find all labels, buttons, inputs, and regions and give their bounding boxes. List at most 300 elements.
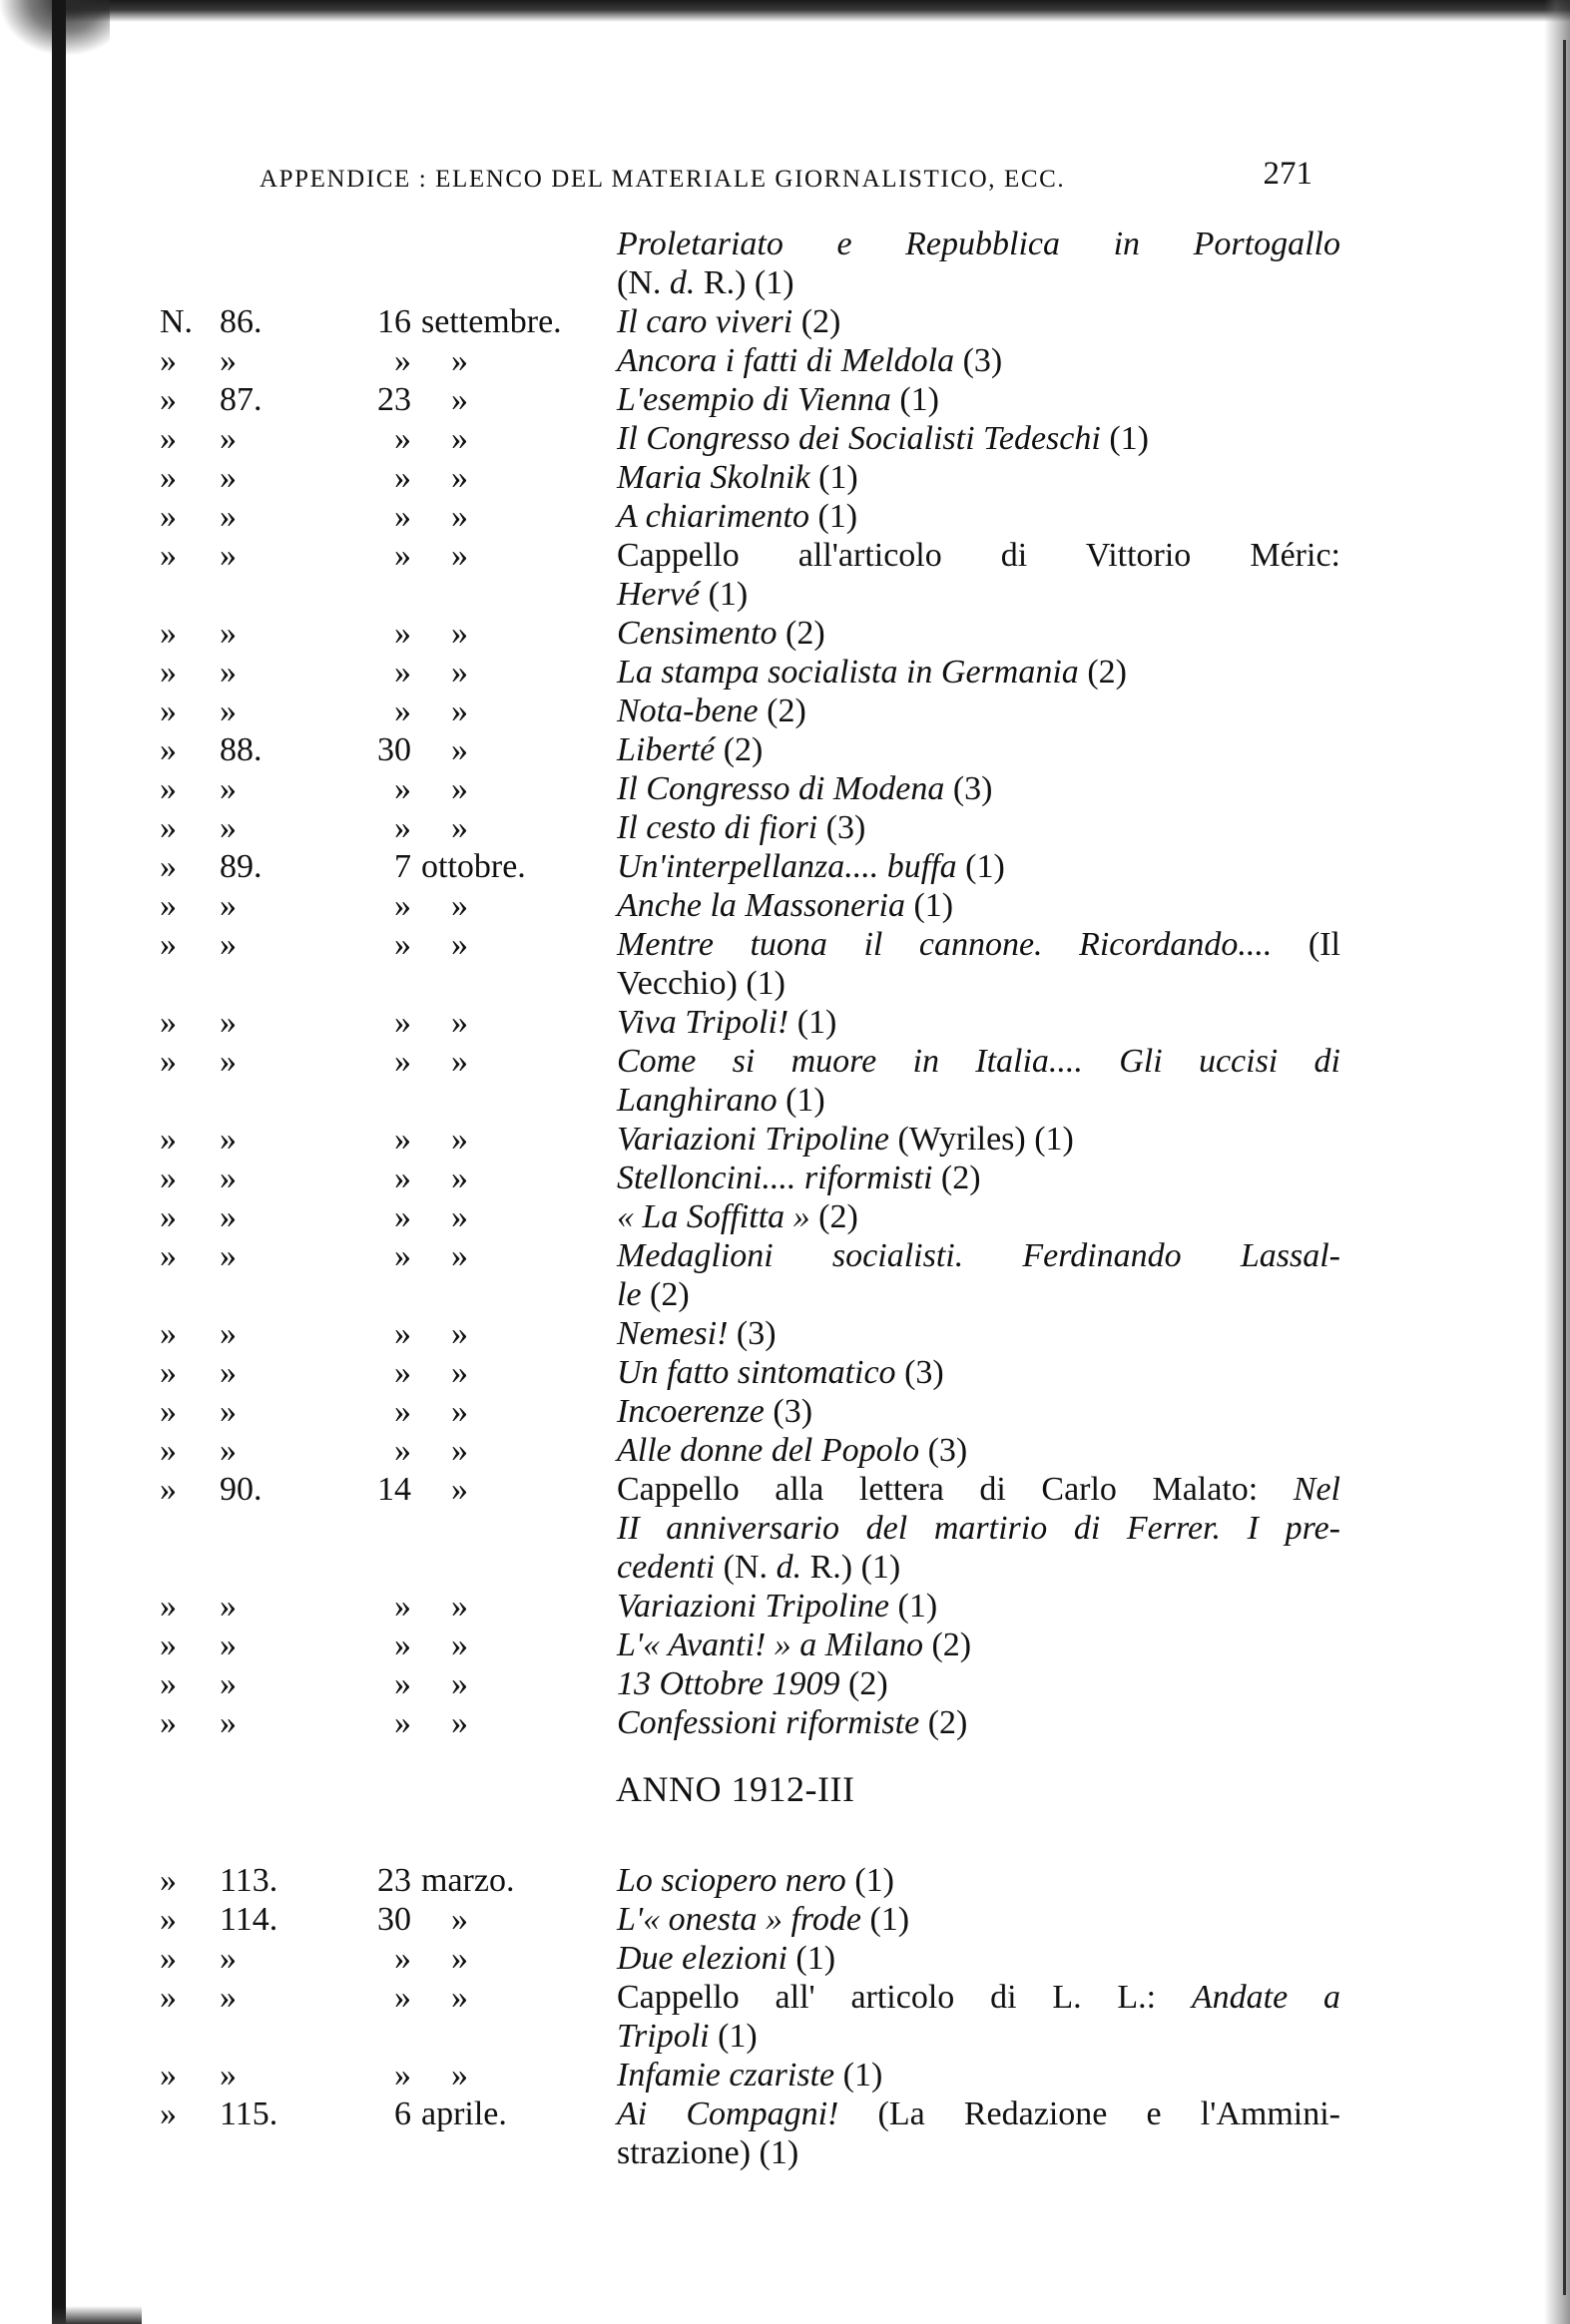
title-line xyxy=(617,2017,1340,2056)
issue-number: 115. xyxy=(220,2095,278,2132)
issue-number xyxy=(220,225,329,263)
title-line xyxy=(617,847,1340,886)
issue-month: aprile. xyxy=(421,2095,507,2132)
entry-prefix: » xyxy=(160,1940,177,1977)
title-italic: Mentre tuona il cannone. Ricordando.... xyxy=(617,926,1273,963)
issue-month xyxy=(421,225,561,263)
entry-prefix: » xyxy=(160,1198,177,1235)
issue-month: » xyxy=(451,537,468,574)
scan-right-edge xyxy=(1563,40,1566,2295)
issue-day: » xyxy=(394,926,411,963)
entry-row xyxy=(160,2056,1357,2094)
entry-row xyxy=(160,1353,1357,1392)
title-italic: Medaglioni socialisti. Ferdinando Lassal- xyxy=(617,1237,1340,1274)
title-text: (3) xyxy=(764,1393,813,1430)
title-line xyxy=(617,1081,1340,1120)
title-text: (2) xyxy=(922,1627,972,1663)
title-italic: Variazioni Tripoline xyxy=(617,1121,889,1158)
entry-prefix: » xyxy=(160,809,177,846)
issue-number: » xyxy=(220,1979,237,2016)
issue-month: » xyxy=(451,381,468,418)
title-text: (N. xyxy=(617,264,670,301)
title-line xyxy=(617,1978,1340,2017)
entry-prefix: » xyxy=(160,1627,177,1663)
issue-month: » xyxy=(451,1160,468,1196)
title-line xyxy=(617,1392,1340,1431)
issue-month: » xyxy=(451,809,468,846)
issue-number: » xyxy=(220,1704,237,1741)
entry-row xyxy=(160,1861,1357,1900)
issue-month: » xyxy=(451,1665,468,1702)
entry-prefix: » xyxy=(160,1862,177,1899)
entry-row xyxy=(160,614,1357,653)
issue-day: 14 xyxy=(377,1471,411,1508)
title-text: (3) xyxy=(895,1354,944,1391)
issue-number: » xyxy=(220,926,237,963)
entry-prefix: » xyxy=(160,654,177,691)
issue-number: » xyxy=(220,809,237,846)
entry-prefix: » xyxy=(160,1237,177,1274)
title-text: (1) xyxy=(809,459,858,496)
issue-day: 23 xyxy=(377,381,411,418)
issue-month: » xyxy=(451,1043,468,1080)
title-italic: Nel xyxy=(1293,1471,1340,1508)
issue-month: » xyxy=(451,420,468,457)
entry-row xyxy=(160,380,1357,419)
title-text: (N. xyxy=(715,1549,777,1586)
issue-number: » xyxy=(220,1237,237,1274)
issue-number: » xyxy=(220,1004,237,1041)
title-italic: Anche la Massoneria xyxy=(617,887,905,924)
title-italic: Viva Tripoli! xyxy=(617,1004,789,1041)
issue-number: 113. xyxy=(220,1862,278,1899)
issue-number: » xyxy=(220,498,237,535)
title-italic: Come si muore in Italia.... Gli uccisi di xyxy=(617,1043,1340,1080)
title-italic: Langhirano xyxy=(617,1082,778,1119)
issue-month: » xyxy=(451,693,468,729)
entry-list-1912 xyxy=(160,1861,1357,2172)
entry-prefix: » xyxy=(160,2057,177,2093)
title-line xyxy=(617,614,1340,653)
title-italic: Un fatto sintomatico xyxy=(617,1354,896,1391)
title-italic: 13 Ottobre 1909 xyxy=(617,1665,840,1702)
issue-month: » xyxy=(451,654,468,691)
title-line xyxy=(617,2133,1340,2172)
issue-day: » xyxy=(394,1979,411,2016)
entry-prefix: » xyxy=(160,1354,177,1391)
title-italic: Censimento xyxy=(617,615,778,652)
title-italic: Maria Skolnik xyxy=(617,459,810,496)
title-line xyxy=(617,575,1340,614)
issue-day: » xyxy=(394,1315,411,1352)
title-text: strazione) (1) xyxy=(617,2134,799,2171)
title-italic: La stampa socialista in Germania xyxy=(617,654,1079,691)
title-italic: Alle donne del Popolo xyxy=(617,1432,920,1469)
entry-row xyxy=(160,653,1357,692)
issue-month: » xyxy=(451,887,468,924)
title-text: (1) xyxy=(709,2018,758,2055)
issue-day: » xyxy=(394,498,411,535)
title-line xyxy=(617,1042,1340,1081)
title-text: (3) xyxy=(919,1432,968,1469)
entry-prefix: » xyxy=(160,731,177,768)
entry-prefix: » xyxy=(160,537,177,574)
issue-month: » xyxy=(451,1198,468,1235)
title-italic: Il Congresso dei Socialisti Tedeschi xyxy=(617,420,1101,457)
issue-month: » xyxy=(451,1432,468,1469)
title-line xyxy=(617,497,1340,536)
entry-row xyxy=(160,2094,1357,2172)
title-text: (2) xyxy=(777,615,825,652)
entry-row xyxy=(160,1664,1357,1703)
title-italic: Proletariato e Repubblica in Portogallo xyxy=(617,226,1340,262)
title-italic: Liberté xyxy=(617,731,716,768)
title-line xyxy=(617,1664,1340,1703)
title-line xyxy=(617,730,1340,769)
entry-row xyxy=(160,419,1357,458)
title-italic: « La Soffitta » xyxy=(617,1198,810,1235)
issue-month: marzo. xyxy=(421,1862,515,1899)
title-text: (1) xyxy=(788,1004,837,1041)
entry-prefix: » xyxy=(160,1432,177,1469)
title-text: (1) xyxy=(834,2057,883,2093)
entry-prefix: » xyxy=(160,848,177,885)
entry-row xyxy=(160,341,1357,380)
title-line xyxy=(617,458,1340,497)
entry-row xyxy=(160,1003,1357,1042)
issue-day: » xyxy=(394,342,411,379)
issue-number: » xyxy=(220,770,237,807)
title-italic: Infamie czariste xyxy=(617,2057,835,2093)
issue-number: » xyxy=(220,654,237,691)
entry-prefix: » xyxy=(160,1121,177,1158)
issue-day: » xyxy=(394,1665,411,1702)
scan-right-shadow xyxy=(1544,0,1570,2324)
issue-day: » xyxy=(394,1704,411,1741)
issue-number: » xyxy=(220,1665,237,1702)
issue-day: » xyxy=(394,1393,411,1430)
entry-row xyxy=(160,847,1357,886)
entry-prefix: » xyxy=(160,770,177,807)
title-line xyxy=(617,1861,1340,1900)
entry-row xyxy=(160,1236,1357,1314)
entry-row xyxy=(160,692,1357,730)
title-italic: Nota-bene xyxy=(617,693,759,729)
entry-row xyxy=(160,769,1357,808)
title-italic: Il caro viveri xyxy=(617,303,793,340)
title-line xyxy=(617,1197,1340,1236)
issue-month: » xyxy=(451,1004,468,1041)
issue-number: 88. xyxy=(220,731,262,768)
entry-prefix: » xyxy=(160,693,177,729)
title-line xyxy=(617,225,1340,263)
entry-row xyxy=(160,1587,1357,1626)
title-italic: Andate a xyxy=(1191,1979,1340,2016)
entry-row xyxy=(160,1392,1357,1431)
title-text: (1) xyxy=(889,1588,938,1625)
title-text: (2) xyxy=(932,1160,981,1196)
entry-row xyxy=(160,886,1357,925)
issue-month: » xyxy=(451,1979,468,2016)
entry-prefix: » xyxy=(160,1471,177,1508)
issue-number: » xyxy=(220,1121,237,1158)
issue-month: ottobre. xyxy=(421,848,526,885)
issue-day: » xyxy=(394,1432,411,1469)
title-line xyxy=(617,263,1340,302)
title-text: (2) xyxy=(809,1198,858,1235)
title-line xyxy=(617,341,1340,380)
issue-day: » xyxy=(394,1354,411,1391)
scan-left-edge xyxy=(52,0,66,2324)
title-italic: Ancora i fatti di Meldola xyxy=(617,342,955,379)
title-text: Cappello alla lettera di Carlo Malato: xyxy=(617,1471,1294,1508)
issue-day: » xyxy=(394,459,411,496)
issue-day: » xyxy=(394,1004,411,1041)
issue-month: » xyxy=(451,1704,468,1741)
issue-number: » xyxy=(220,693,237,729)
entry-prefix: » xyxy=(160,420,177,457)
title-text: (1) xyxy=(700,576,749,613)
title-text: (2) xyxy=(839,1665,888,1702)
issue-month: settembre. xyxy=(421,303,562,340)
title-italic: Il cesto di fiori xyxy=(617,809,818,846)
title-text: Cappello all' articolo di L. L.: xyxy=(617,1979,1192,2016)
issue-number: » xyxy=(220,1043,237,1080)
entry-prefix: » xyxy=(160,1004,177,1041)
title-text: Vecchio) (1) xyxy=(617,965,785,1002)
issue-number: » xyxy=(220,1315,237,1352)
title-line xyxy=(617,653,1340,692)
title-text: (2) xyxy=(919,1704,968,1741)
title-text: (1) xyxy=(786,1940,836,1977)
title-text: (La Redazione e l'Ammini- xyxy=(838,2095,1340,2132)
title-line xyxy=(617,536,1340,575)
title-line xyxy=(617,1236,1340,1275)
title-line xyxy=(617,1470,1340,1509)
issue-month: » xyxy=(451,342,468,379)
title-line xyxy=(617,1626,1340,1664)
title-line xyxy=(617,419,1340,458)
issue-number: 86. xyxy=(220,303,262,340)
entry-row xyxy=(160,808,1357,847)
running-head: APPENDICE : ELENCO DEL MATERIALE GIORNALISTICO, ECC. xyxy=(260,166,1066,193)
issue-number: » xyxy=(220,342,237,379)
page-number: 271 xyxy=(1263,156,1312,192)
issue-month: » xyxy=(451,498,468,535)
title-italic: le xyxy=(617,1276,642,1313)
issue-day: 30 xyxy=(377,1901,411,1938)
title-italic: Stelloncini.... riformisti xyxy=(617,1160,933,1196)
issue-day: » xyxy=(394,1237,411,1274)
issue-day: » xyxy=(394,809,411,846)
entry-prefix: » xyxy=(160,1588,177,1625)
title-text: (3) xyxy=(728,1315,777,1352)
issue-month: » xyxy=(451,1354,468,1391)
title-line xyxy=(617,1939,1340,1978)
entry-row xyxy=(160,1197,1357,1236)
title-italic: L'« Avanti! » a Milano xyxy=(617,1627,923,1663)
issue-number: » xyxy=(220,1588,237,1625)
title-text: (3) xyxy=(954,342,1003,379)
title-line xyxy=(617,380,1340,419)
issue-day: 16 xyxy=(377,303,411,340)
entry-row xyxy=(160,1470,1357,1587)
title-text: (Il xyxy=(1272,926,1341,963)
title-italic: L'« onesta » frode xyxy=(617,1901,861,1938)
title-text: (3) xyxy=(817,809,866,846)
issue-day: » xyxy=(394,537,411,574)
entry-row xyxy=(160,1900,1357,1939)
entry-row xyxy=(160,1939,1357,1978)
issue-number: » xyxy=(220,1393,237,1430)
title-line xyxy=(617,302,1340,341)
title-line xyxy=(617,692,1340,730)
entry-prefix: » xyxy=(160,498,177,535)
title-text: (2) xyxy=(715,731,764,768)
entry-prefix: » xyxy=(160,1979,177,2016)
title-text: (1) xyxy=(1100,420,1149,457)
title-line xyxy=(617,1431,1340,1470)
title-line xyxy=(617,1703,1340,1742)
issue-month: » xyxy=(451,2057,468,2093)
entry-row xyxy=(160,1159,1357,1197)
entry-row xyxy=(160,458,1357,497)
issue-number: » xyxy=(220,1940,237,1977)
title-text: (2) xyxy=(792,303,841,340)
title-text: (2) xyxy=(1078,654,1127,691)
issue-day: 30 xyxy=(377,731,411,768)
entry-prefix: » xyxy=(160,1393,177,1430)
entry-row xyxy=(160,1042,1357,1120)
issue-day: » xyxy=(394,693,411,729)
title-text: (Wyriles) (1) xyxy=(889,1121,1074,1158)
issue-number: » xyxy=(220,1432,237,1469)
issue-month: » xyxy=(451,1315,468,1352)
title-italic: Lo sciopero nero xyxy=(617,1862,846,1899)
issue-day: » xyxy=(394,1043,411,1080)
issue-day: » xyxy=(394,1121,411,1158)
entry-list xyxy=(160,225,1357,1742)
title-line xyxy=(617,1353,1340,1392)
title-line xyxy=(617,1159,1340,1197)
title-italic: Confessioni riformiste xyxy=(617,1704,920,1741)
title-text: R.) (1) xyxy=(695,264,794,301)
title-italic: d. xyxy=(669,264,696,301)
issue-number: » xyxy=(220,459,237,496)
issue-day: » xyxy=(394,1588,411,1625)
issue-number: » xyxy=(220,1354,237,1391)
title-line xyxy=(617,886,1340,925)
title-line xyxy=(617,808,1340,847)
title-line xyxy=(617,1587,1340,1626)
title-text: (1) xyxy=(808,498,858,535)
title-italic: Nemesi! xyxy=(617,1315,729,1352)
issue-day: 7 xyxy=(394,848,411,885)
issue-number: » xyxy=(220,1160,237,1196)
scan-bottom-edge xyxy=(52,2306,142,2324)
issue-day: » xyxy=(394,887,411,924)
issue-number: » xyxy=(220,1198,237,1235)
issue-day xyxy=(331,225,411,263)
title-text: (1) xyxy=(904,887,954,924)
entry-prefix: » xyxy=(160,887,177,924)
title-line xyxy=(617,1900,1340,1939)
issue-day: » xyxy=(394,2057,411,2093)
issue-month: » xyxy=(451,459,468,496)
issue-day: 6 xyxy=(394,2095,411,2132)
issue-number: » xyxy=(220,1627,237,1663)
title-line xyxy=(617,1003,1340,1042)
entry-prefix: » xyxy=(160,1160,177,1196)
title-line xyxy=(617,2056,1340,2094)
issue-day: » xyxy=(394,654,411,691)
title-line xyxy=(617,1314,1340,1353)
title-line xyxy=(617,964,1340,1003)
issue-month: » xyxy=(451,1588,468,1625)
entry-prefix: N. xyxy=(160,303,194,340)
title-text: (1) xyxy=(860,1901,910,1938)
title-italic: d. xyxy=(776,1549,802,1586)
issue-number: » xyxy=(220,2057,237,2093)
issue-month: » xyxy=(451,1121,468,1158)
issue-number: » xyxy=(220,537,237,574)
entry-row xyxy=(160,1431,1357,1470)
issue-number: 87. xyxy=(220,381,262,418)
title-line xyxy=(617,1548,1340,1587)
entry-prefix: » xyxy=(160,459,177,496)
issue-month: » xyxy=(451,1471,468,1508)
page-header xyxy=(260,152,1332,202)
title-italic: Hervé xyxy=(617,576,701,613)
entry-prefix: » xyxy=(160,1665,177,1702)
issue-number: 114. xyxy=(220,1901,278,1938)
issue-number: » xyxy=(220,420,237,457)
issue-day: » xyxy=(394,420,411,457)
entry-prefix xyxy=(160,225,210,263)
entry-row xyxy=(160,497,1357,536)
title-line xyxy=(617,2094,1340,2133)
issue-month: » xyxy=(451,1237,468,1274)
entry-row xyxy=(160,925,1357,1003)
entry-row xyxy=(160,1120,1357,1159)
entry-prefix: » xyxy=(160,381,177,418)
title-italic: Ai Compagni! xyxy=(617,2095,839,2132)
title-line xyxy=(617,1120,1340,1159)
entry-row xyxy=(160,302,1357,341)
issue-month: » xyxy=(451,770,468,807)
entry-row xyxy=(160,1314,1357,1353)
issue-month: » xyxy=(451,1901,468,1938)
title-text: (1) xyxy=(956,848,1005,885)
issue-month: » xyxy=(451,615,468,652)
scan-top-edge xyxy=(55,0,1570,22)
entry-row xyxy=(160,1978,1357,2056)
entry-row xyxy=(160,1626,1357,1664)
issue-day: » xyxy=(394,1627,411,1663)
title-text: (1) xyxy=(890,381,939,418)
entry-prefix: » xyxy=(160,1315,177,1352)
issue-day: » xyxy=(394,1940,411,1977)
title-text: (1) xyxy=(845,1862,894,1899)
title-line xyxy=(617,1509,1340,1548)
issue-number: 89. xyxy=(220,848,262,885)
title-text: (1) xyxy=(777,1082,825,1119)
issue-day: » xyxy=(394,1198,411,1235)
title-italic: II anniversario del martirio di Ferrer. I pre- xyxy=(617,1510,1340,1547)
title-text: (2) xyxy=(758,693,806,729)
title-italic: cedenti xyxy=(617,1549,716,1586)
entry-prefix: » xyxy=(160,926,177,963)
